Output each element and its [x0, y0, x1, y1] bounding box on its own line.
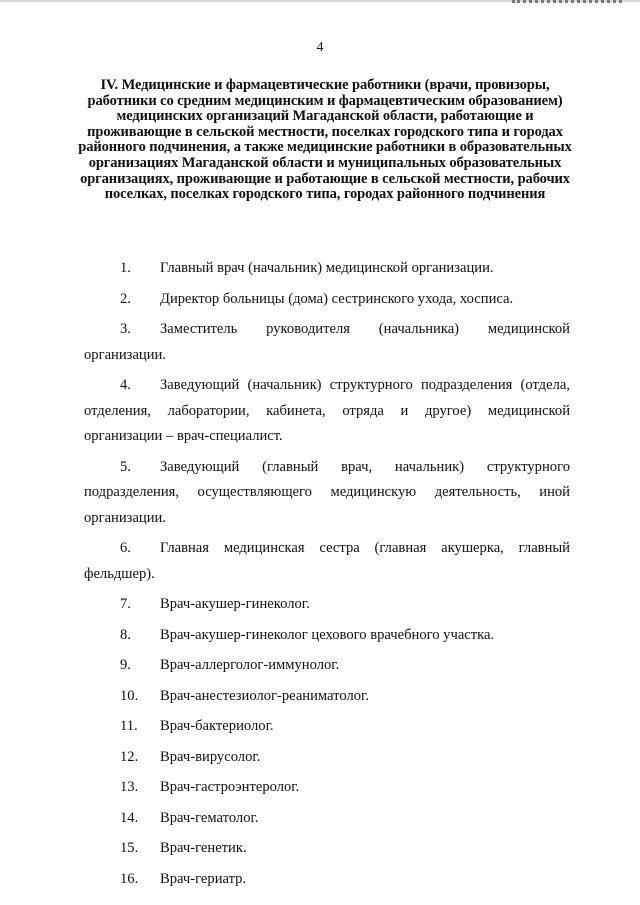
item-text: Заведующий (главный врач, начальник) структурного подразделения, осуществляющего медицинскую деятельность, иной организации.	[84, 458, 570, 526]
list-item	[84, 536, 570, 587]
item-number: 14.	[120, 809, 139, 826]
list-item	[84, 684, 570, 710]
item-text: Врач-бактериолог.	[160, 718, 274, 734]
item-number: 13.	[120, 779, 139, 795]
item-number: 5.	[120, 458, 131, 475]
item-text: Заместитель руководителя (начальника) медицинской организации.	[84, 321, 570, 363]
list-item	[84, 653, 570, 679]
item-number: 9.	[120, 657, 131, 673]
list-item	[84, 775, 570, 801]
item-number: 16.	[120, 870, 139, 887]
list-item	[84, 836, 570, 862]
item-text: Врач-акушер-гинеколог.	[160, 596, 310, 612]
position-list	[84, 256, 570, 897]
section-heading: IV. Медицинские и фармацевтические работники (врачи, провизоры, работники со средним медицинским и фармацевтическим образованием) медицинских организаций Магаданской области, работающие и проживающие в сельской местности, поселках городского типа и городах районного подчинения, а также медицинские работники в образовательных организациях Магаданской области и муниципальных образовательных организациях, проживающие и работающие в сельской местности, рабочих поселках, поселках городского типа, городах районного подчинения	[78, 77, 572, 203]
page-number: 4	[316, 40, 324, 55]
item-number: 8.	[120, 626, 131, 643]
item-number: 3.	[120, 321, 131, 337]
item-number: 1.	[120, 260, 131, 276]
item-text: Врач-гериатр.	[160, 870, 247, 887]
item-text: Врач-гастроэнтеролог.	[160, 779, 300, 795]
list-item	[84, 455, 570, 532]
list-item	[84, 256, 570, 282]
list-item	[84, 745, 570, 771]
item-text: Главная медицинская сестра (главная акушерка, главный фельдшер).	[84, 540, 570, 582]
item-text: Врач-акушер-гинеколог цехового врачебного участка.	[160, 626, 495, 643]
list-item	[84, 287, 570, 313]
item-text: Главный врач (начальник) медицинской организации.	[160, 260, 494, 276]
list-item	[84, 806, 570, 832]
list-item	[84, 867, 570, 893]
list-item	[84, 373, 570, 450]
item-number: 4.	[120, 377, 131, 393]
item-number: 6.	[120, 540, 131, 556]
item-number: 10.	[120, 687, 139, 704]
scan-corner-mark	[512, 0, 622, 7]
item-number: 12.	[120, 748, 139, 765]
item-number: 7.	[120, 596, 131, 612]
item-text: Врач-анестезиолог-реаниматолог.	[160, 687, 370, 704]
item-number: 2.	[120, 290, 131, 307]
item-text: Заведующий (начальник) структурного подразделения (отдела, отделения, лаборатории, кабинета, отряда и другое) медицинской организации – врач-специалист.	[84, 377, 570, 444]
item-text: Врач-аллерголог-иммунолог.	[160, 657, 340, 673]
list-item	[84, 592, 570, 618]
list-item	[84, 714, 570, 740]
item-text: Директор больницы (дома) сестринского ухода, хосписа.	[160, 290, 514, 307]
item-number: 11.	[120, 718, 138, 734]
list-item	[84, 623, 570, 649]
item-number: 15.	[120, 840, 139, 856]
item-text: Врач-вирусолог.	[160, 748, 261, 765]
item-text: Врач-гематолог.	[160, 809, 259, 826]
item-text: Врач-генетик.	[160, 840, 247, 856]
list-item	[84, 317, 570, 368]
